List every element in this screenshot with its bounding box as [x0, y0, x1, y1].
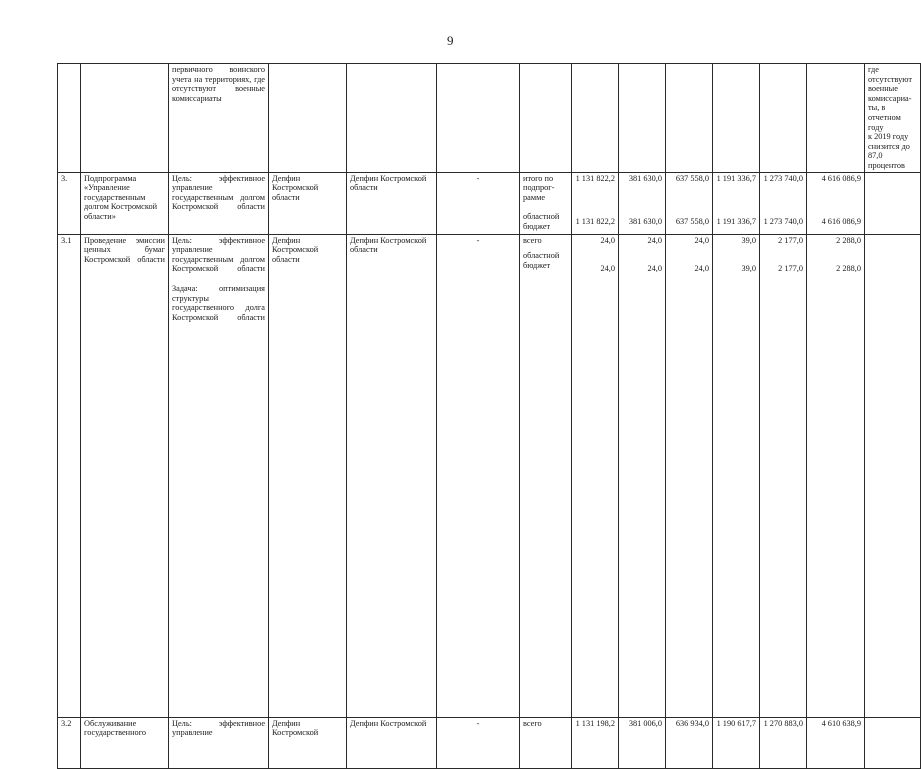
- coexecutor-cell: Депфин Костромской области: [347, 172, 437, 234]
- source-total: всего: [520, 717, 572, 768]
- result-cell: где отсутствуют военные комиссариа- ты, в отчетном году к 2019 году снизится до 87,0 процентов: [865, 64, 921, 173]
- amount-value: 24,0: [694, 264, 709, 274]
- amount-value: 1 191 336,7: [716, 173, 756, 183]
- purpose-cell: [169, 234, 269, 717]
- table-row: [58, 64, 921, 173]
- table-row: [58, 717, 921, 768]
- amount-value: 39,0: [741, 235, 756, 245]
- amount-value: 24,0: [647, 235, 662, 245]
- row-number: 3.: [58, 172, 81, 234]
- amount-value: 1 131 198,2: [572, 717, 619, 768]
- amount-value: 637 558,0: [675, 173, 709, 183]
- amount-value: 24,0: [694, 235, 709, 245]
- source-cell: [520, 234, 572, 717]
- table-row: [58, 172, 921, 234]
- amount-value: 1 131 822,2: [575, 217, 615, 227]
- source-total: итого по подпрог-рамме: [523, 173, 555, 202]
- coexecutor-cell: Депфин Костромской области: [347, 234, 437, 717]
- amount-value: 1 190 617,7: [713, 717, 760, 768]
- amount-value: 24,0: [600, 264, 615, 274]
- purpose-goal: Цель: эффективное управление государственным долгом Костромской области: [172, 235, 265, 274]
- amount-value: 2 288,0: [836, 235, 861, 245]
- amount-value: 1 191 336,7: [716, 217, 756, 227]
- table-row: [58, 234, 921, 717]
- amount-value: 1 273 740,0: [763, 173, 803, 183]
- executor-cell: Депфин Костромской: [269, 717, 347, 768]
- executor-cell: Депфин Костромской области: [269, 172, 347, 234]
- page-number: 9: [447, 33, 454, 48]
- source-total: всего: [523, 235, 542, 245]
- coexecutor-cell: Депфин Костромской: [347, 717, 437, 768]
- amount-value: 381 630,0: [628, 173, 662, 183]
- amount-value: 1 270 883,0: [760, 717, 807, 768]
- dash-cell: -: [437, 234, 520, 717]
- name-cell: Обслуживание государственного: [81, 717, 169, 768]
- name-cell: Подпрограмма «Управление государственным долгом Костромской области»: [81, 172, 169, 234]
- row-number: 3.2: [58, 717, 81, 768]
- purpose-cell: Цель: эффективное управление государственным долгом Костромской области: [169, 172, 269, 234]
- amount-value: 381 630,0: [628, 217, 662, 227]
- amount-value: 4 616 086,9: [821, 173, 861, 183]
- amount-value: 4 610 638,9: [807, 717, 865, 768]
- amount-value: 381 006,0: [619, 717, 666, 768]
- source-cell: [520, 172, 572, 234]
- amount-value: 24,0: [600, 235, 615, 245]
- dash-cell: -: [437, 717, 520, 768]
- program-table: [57, 63, 921, 769]
- amount-value: 1 273 740,0: [763, 217, 803, 227]
- purpose-task: Задача: оптимизация структуры государственного долга Костромской области: [172, 283, 265, 322]
- amount-value: 2 288,0: [836, 264, 861, 274]
- amount-value: 2 177,0: [778, 264, 803, 274]
- name-cell: Проведение эмиссии ценных бумаг Костромской области: [81, 234, 169, 717]
- amount-value: 24,0: [647, 264, 662, 274]
- row-number: 3.1: [58, 234, 81, 717]
- purpose-cell: первичного воинского учета на территориях, где отсутствуют военные комиссариаты: [169, 64, 269, 173]
- amount-value: 636 934,0: [666, 717, 713, 768]
- amount-value: 4 616 086,9: [821, 217, 861, 227]
- amount-value: 1 131 822,2: [575, 173, 615, 183]
- amount-value: 39,0: [741, 264, 756, 274]
- executor-cell: Депфин Костромской области: [269, 234, 347, 717]
- source-regional: областной бюджет: [523, 212, 560, 231]
- source-regional: областной бюджет: [523, 251, 560, 270]
- amount-value: 2 177,0: [778, 235, 803, 245]
- amount-value: 637 558,0: [675, 217, 709, 227]
- dash-cell: -: [437, 172, 520, 234]
- purpose-cell: Цель: эффективное управление: [169, 717, 269, 768]
